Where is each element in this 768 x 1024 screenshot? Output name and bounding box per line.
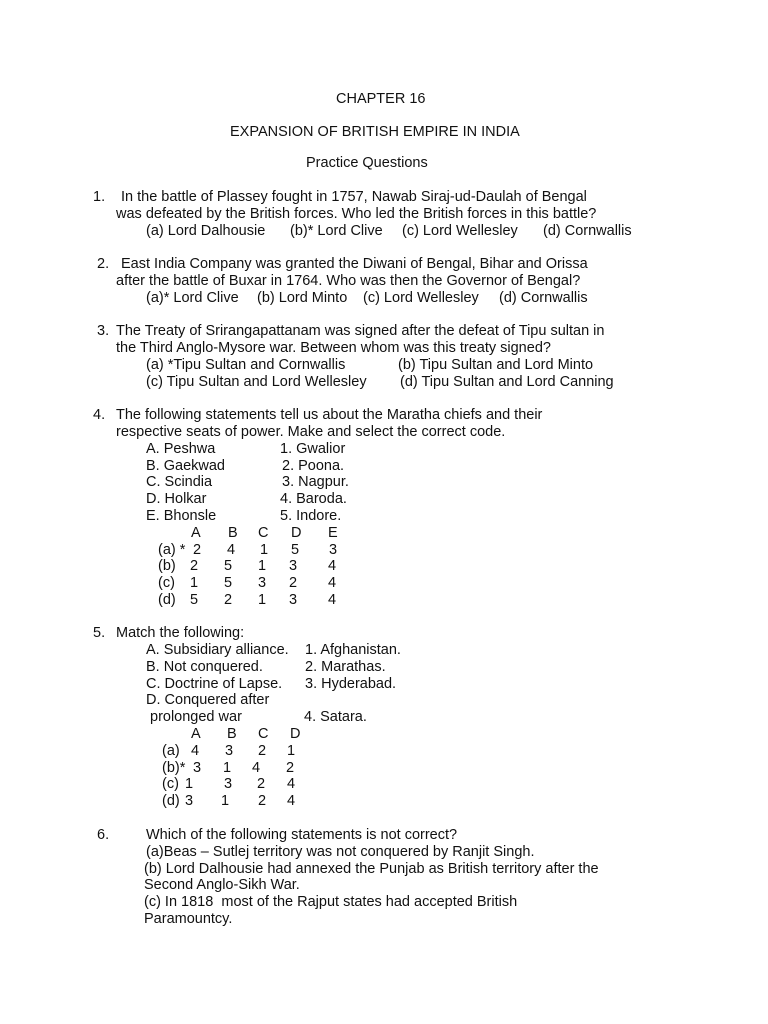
- code-cell: 3: [224, 776, 233, 792]
- option-c: (c) Lord Wellesley: [363, 290, 479, 306]
- match-left-item: D. Holkar: [146, 491, 207, 507]
- code-cell: 2: [289, 575, 298, 591]
- code-cell: 2: [258, 793, 267, 809]
- option-d: (d) Tipu Sultan and Lord Canning: [400, 374, 614, 390]
- option-b-continued: Second Anglo-Sikh War.: [144, 877, 300, 893]
- option-a: (a) *Tipu Sultan and Cornwallis: [146, 357, 346, 373]
- code-cell: 2: [257, 776, 266, 792]
- option-c-continued: Paramountcy.: [144, 911, 233, 927]
- code-header: B: [227, 726, 237, 742]
- code-cell: 4: [191, 743, 200, 759]
- option-d: (d) Cornwallis: [543, 223, 632, 239]
- match-left-item: D. Conquered after: [146, 692, 270, 708]
- option-c: (c) Tipu Sultan and Lord Wellesley: [146, 374, 367, 390]
- question-text: The Treaty of Srirangapattanam was signed after the defeat of Tipu sultan in: [116, 323, 605, 339]
- match-right-item: 3. Hyderabad.: [305, 676, 397, 692]
- match-left-item: prolonged war: [150, 709, 242, 725]
- code-cell: 3: [329, 542, 338, 558]
- code-row-label: (a) *: [158, 542, 186, 558]
- code-cell: 4: [328, 575, 337, 591]
- match-right-item: 1. Afghanistan.: [305, 642, 401, 658]
- match-right-item: 1. Gwalior: [280, 441, 346, 457]
- match-right-item: 2. Poona.: [282, 458, 345, 474]
- question-text: the Third Anglo-Mysore war. Between whom was this treaty signed?: [116, 340, 551, 356]
- match-right-item: 4. Baroda.: [280, 491, 347, 507]
- code-row-label: (d): [162, 793, 180, 809]
- question-number: 3.: [97, 323, 110, 339]
- question-text: after the battle of Buxar in 1764. Who was then the Governor of Bengal?: [116, 273, 581, 289]
- code-cell: 3: [289, 592, 298, 608]
- code-header: C: [258, 726, 269, 742]
- code-cell: 3: [289, 558, 298, 574]
- match-right-item: 4. Satara.: [304, 709, 367, 725]
- option-c: (c) Lord Wellesley: [402, 223, 518, 239]
- code-cell: 4: [227, 542, 236, 558]
- option-d: (d) Cornwallis: [499, 290, 588, 306]
- question-number: 6.: [97, 827, 110, 843]
- code-cell: 2: [190, 558, 199, 574]
- match-left-item: B. Not conquered.: [146, 659, 263, 675]
- code-header: A: [191, 525, 201, 541]
- code-cell: 4: [287, 793, 296, 809]
- question-number: 4.: [93, 407, 106, 423]
- code-header: E: [328, 525, 338, 541]
- match-left-item: C. Scindia: [146, 474, 213, 490]
- code-cell: 3: [193, 760, 202, 776]
- code-row-label: (b): [158, 558, 176, 574]
- code-row-label: (a): [162, 743, 180, 759]
- match-right-item: 5. Indore.: [280, 508, 342, 524]
- option-c: (c) In 1818 most of the Rajput states had accepted British: [144, 894, 518, 910]
- chapter-title: EXPANSION OF BRITISH EMPIRE IN INDIA: [230, 124, 520, 140]
- code-row-label: (b)*: [162, 760, 186, 776]
- code-cell: 4: [328, 558, 337, 574]
- code-cell: 5: [190, 592, 199, 608]
- option-b: (b) Lord Dalhousie had annexed the Punjab as British territory after the: [144, 861, 599, 877]
- match-right-item: 3. Nagpur.: [282, 474, 349, 490]
- code-cell: 1: [260, 542, 269, 558]
- code-cell: 3: [185, 793, 194, 809]
- code-cell: 1: [258, 592, 267, 608]
- code-cell: 1: [185, 776, 194, 792]
- option-b: (b) Tipu Sultan and Lord Minto: [398, 357, 594, 373]
- match-left-item: C. Doctrine of Lapse.: [146, 676, 283, 692]
- question-text: was defeated by the British forces. Who led the British forces in this battle?: [116, 206, 597, 222]
- option-b: (b)* Lord Clive: [290, 223, 383, 239]
- code-cell: 2: [193, 542, 202, 558]
- question-number: 1.: [93, 189, 106, 205]
- question-number: 2.: [97, 256, 110, 272]
- chapter-heading: CHAPTER 16: [336, 91, 426, 107]
- question-text: Match the following:: [116, 625, 245, 641]
- code-cell: 4: [252, 760, 261, 776]
- code-cell: 4: [287, 776, 296, 792]
- code-header: C: [258, 525, 269, 541]
- code-row-label: (d): [158, 592, 176, 608]
- code-cell: 1: [223, 760, 232, 776]
- code-header: D: [291, 525, 302, 541]
- code-cell: 1: [258, 558, 267, 574]
- question-number: 5.: [93, 625, 106, 641]
- question-text: The following statements tell us about the Maratha chiefs and their: [116, 407, 543, 423]
- code-cell: 1: [190, 575, 199, 591]
- match-left-item: A. Subsidiary alliance.: [146, 642, 289, 658]
- question-text: East India Company was granted the Diwani of Bengal, Bihar and Orissa: [121, 256, 588, 272]
- code-row-label: (c): [158, 575, 175, 591]
- option-a: (a) Lord Dalhousie: [146, 223, 266, 239]
- code-cell: 5: [224, 558, 233, 574]
- option-a: (a)* Lord Clive: [146, 290, 239, 306]
- code-row-label: (c): [162, 776, 179, 792]
- code-cell: 4: [328, 592, 337, 608]
- question-text: Which of the following statements is not correct?: [146, 827, 458, 843]
- code-header: B: [228, 525, 238, 541]
- match-right-item: 2. Marathas.: [305, 659, 386, 675]
- code-cell: 5: [291, 542, 300, 558]
- code-cell: 2: [258, 743, 267, 759]
- code-cell: 3: [225, 743, 234, 759]
- code-header: D: [290, 726, 301, 742]
- code-cell: 2: [224, 592, 233, 608]
- code-cell: 5: [224, 575, 233, 591]
- code-cell: 1: [221, 793, 230, 809]
- match-left-item: A. Peshwa: [146, 441, 216, 457]
- match-left-item: E. Bhonsle: [146, 508, 217, 524]
- code-cell: 1: [287, 743, 296, 759]
- question-text: respective seats of power. Make and select the correct code.: [116, 424, 506, 440]
- match-left-item: B. Gaekwad: [146, 458, 225, 474]
- option-b: (b) Lord Minto: [257, 290, 348, 306]
- code-cell: 2: [286, 760, 295, 776]
- question-text: In the battle of Plassey fought in 1757, Nawab Siraj-ud-Daulah of Bengal: [121, 189, 587, 205]
- section-subtitle: Practice Questions: [306, 155, 428, 171]
- code-cell: 3: [258, 575, 267, 591]
- option-a: (a)Beas – Sutlej territory was not conquered by Ranjit Singh.: [146, 844, 535, 860]
- code-header: A: [191, 726, 201, 742]
